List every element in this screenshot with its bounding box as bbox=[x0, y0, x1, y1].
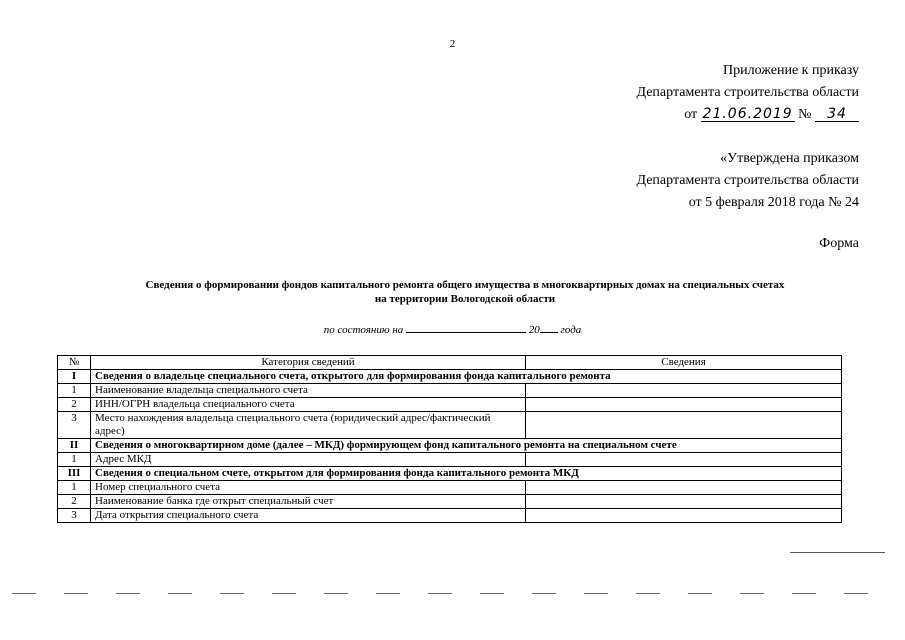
table-row bbox=[58, 384, 842, 398]
approved-block bbox=[637, 148, 860, 214]
table-header-row bbox=[58, 356, 842, 370]
appendix-date-line bbox=[637, 104, 860, 126]
as-of-line bbox=[0, 322, 905, 336]
row-category: Адрес МКД bbox=[91, 453, 526, 467]
row-category: Наименование банка где открыт специальный счет bbox=[91, 495, 526, 509]
section-row bbox=[58, 439, 842, 453]
section-number: II bbox=[58, 439, 91, 453]
handwritten-date: 21.06.2019 bbox=[702, 106, 793, 122]
page-number: 2 bbox=[449, 38, 456, 50]
as-of-prefix: по состоянию на bbox=[323, 324, 404, 336]
row-number: 3 bbox=[58, 509, 91, 523]
header-num: № bbox=[58, 356, 91, 370]
as-of-year-prefix: 20 bbox=[528, 324, 540, 336]
row-number: 2 bbox=[58, 398, 91, 412]
approved-line2: Департамента строительства области bbox=[636, 173, 859, 188]
row-info-cell[interactable] bbox=[526, 495, 842, 509]
appendix-line1: Приложение к приказу bbox=[723, 63, 859, 78]
document-title bbox=[40, 278, 890, 306]
row-category: ИНН/ОГРН владельца специального счета bbox=[91, 398, 526, 412]
approved-line1: «Утверждена приказом bbox=[720, 151, 859, 166]
handwritten-number: 34 bbox=[815, 107, 859, 122]
section-title: Сведения о владельце специального счета, открытого для формирования фонда капитального ремонта bbox=[91, 370, 842, 384]
info-table bbox=[57, 355, 842, 523]
row-info-cell[interactable] bbox=[526, 481, 842, 495]
section-title: Сведения о специальном счете, открытом для формирования фонда капитального ремонта МКД bbox=[91, 467, 842, 481]
scan-artifact-line bbox=[790, 552, 885, 553]
row-category: Наименование владельца специального счета bbox=[91, 384, 526, 398]
row-info-cell[interactable] bbox=[526, 384, 842, 398]
table-row bbox=[58, 412, 842, 439]
header-info: Сведения bbox=[526, 356, 842, 370]
table-row bbox=[58, 495, 842, 509]
row-info-cell[interactable] bbox=[526, 398, 842, 412]
appendix-line2: Департамента строительства области bbox=[636, 85, 859, 100]
table-row bbox=[58, 453, 842, 467]
scan-artifact-dashes bbox=[12, 593, 882, 594]
row-info-cell[interactable] bbox=[526, 509, 842, 523]
row-info-cell[interactable] bbox=[526, 412, 842, 439]
row-category: Место нахождения владельца специального счета (юридический адрес/фактический адрес) bbox=[91, 412, 526, 439]
section-row bbox=[58, 467, 842, 481]
table-row bbox=[58, 509, 842, 523]
row-number: 1 bbox=[58, 481, 91, 495]
appendix-block bbox=[637, 60, 860, 126]
row-number: 3 bbox=[58, 412, 91, 439]
as-of-suffix: года bbox=[560, 324, 582, 336]
as-of-date-blank bbox=[406, 322, 526, 333]
title-line2: на территории Вологодской области bbox=[374, 293, 556, 305]
as-of-year-blank bbox=[540, 322, 558, 333]
form-label: Форма bbox=[819, 236, 859, 251]
header-category: Категория сведений bbox=[91, 356, 526, 370]
row-number: 1 bbox=[58, 384, 91, 398]
section-number: I bbox=[58, 370, 91, 384]
row-info-cell[interactable] bbox=[526, 453, 842, 467]
table-row bbox=[58, 481, 842, 495]
section-row bbox=[58, 370, 842, 384]
section-title: Сведения о многоквартирном доме (далее – МКД) формирующем фонд капитального ремонта на специальном счете bbox=[91, 439, 842, 453]
section-number: III bbox=[58, 467, 91, 481]
title-line1: Сведения о формировании фондов капитального ремонта общего имущества в многоквартирных домах на специальных счетах bbox=[145, 279, 785, 291]
approved-line3: от 5 февраля 2018 года № 24 bbox=[688, 195, 859, 210]
row-category: Дата открытия специального счета bbox=[91, 509, 526, 523]
row-category: Номер специального счета bbox=[91, 481, 526, 495]
table-row bbox=[58, 398, 842, 412]
date-prefix: от bbox=[684, 107, 698, 122]
row-number: 2 bbox=[58, 495, 91, 509]
number-prefix: № bbox=[798, 107, 812, 122]
row-number: 1 bbox=[58, 453, 91, 467]
